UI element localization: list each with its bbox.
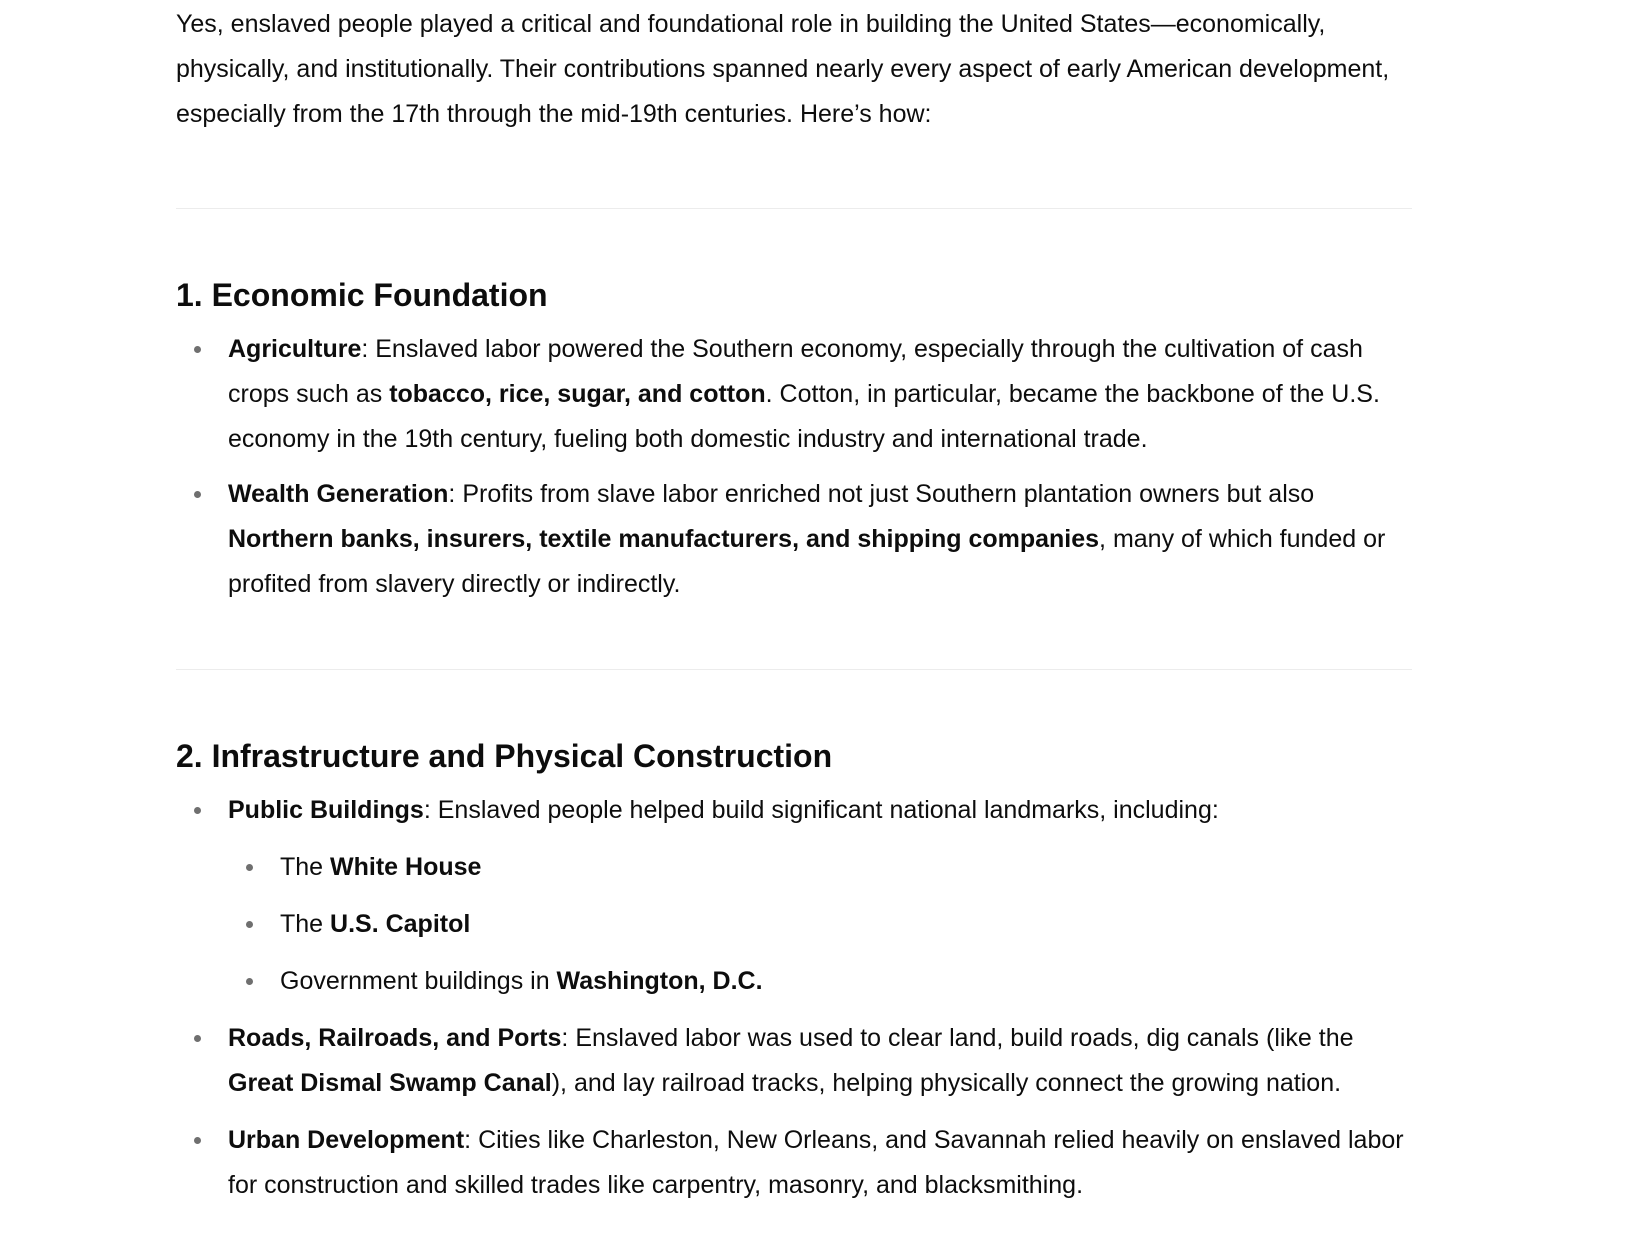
item-text: ), and lay railroad tracks, helping physically connect the growing nation.: [551, 1069, 1342, 1097]
item-label: Wealth Generation: [228, 480, 449, 508]
section-divider: [176, 208, 1412, 209]
item-bold-text: tobacco, rice, sugar, and cotton: [389, 380, 766, 408]
bullet-icon: [194, 1035, 201, 1042]
item-text: . Cotton, in particular, became the backbone of the U.S. economy in the 19th century, fueling both domestic industry and international trade.: [228, 380, 1380, 453]
item-text: : Enslaved labor powered the Southern economy, especially through the cultivation of cash crops such as: [228, 335, 1363, 408]
item-bold-text: Northern banks, insurers, textile manufacturers, and shipping companies: [228, 525, 1100, 553]
landmarks-sublist: [228, 845, 1412, 1004]
item-text: : Enslaved labor was used to clear land, build roads, dig canals (like the: [561, 1024, 1354, 1052]
sublist-item-government-buildings: [228, 959, 1412, 1004]
item-label: Urban Development: [228, 1126, 465, 1154]
bullet-icon: [246, 864, 253, 871]
intro-paragraph: Yes, enslaved people played a critical and foundational role in building the United States—economically, physically, and institutionally. Their contributions spanned nearly every aspect of early American development, especially from the 17th through the mid-19th centuries. Here’s how:: [176, 10, 1390, 128]
list-item-roads-railroads-ports: [176, 1016, 1412, 1106]
item-bold-text: Great Dismal Swamp Canal: [228, 1069, 552, 1097]
section-heading-infrastructure: 2. Infrastructure and Physical Construction: [176, 738, 833, 774]
bullet-icon: [194, 1137, 201, 1144]
list-item-agriculture: [176, 327, 1412, 462]
bullet-icon: [246, 978, 253, 985]
bullet-icon: [194, 807, 201, 814]
item-text: : Enslaved people helped build significant national landmarks, including:: [423, 796, 1219, 824]
item-text: The: [280, 910, 331, 938]
item-text: , many of which funded or profited from slavery directly or indirectly.: [228, 525, 1386, 598]
list-item-wealth-generation: [176, 472, 1412, 607]
item-bold-text: White House: [330, 853, 482, 881]
section-divider: [176, 669, 1412, 670]
list-item-urban-development: [176, 1118, 1412, 1208]
bullet-icon: [194, 491, 201, 498]
item-text: The: [280, 853, 331, 881]
item-label: Agriculture: [228, 335, 362, 363]
list-item-public-buildings: [176, 788, 1412, 1004]
item-label: Roads, Railroads, and Ports: [228, 1024, 562, 1052]
economic-list: [176, 327, 1412, 607]
item-text: : Cities like Charleston, New Orleans, and Savannah relied heavily on enslaved labor for construction and skilled trades like carpentry, masonry, and blacksmithing.: [228, 1126, 1404, 1199]
sublist-item-capitol: [228, 902, 1412, 947]
item-bold-text: Washington, D.C.: [556, 967, 763, 995]
section-heading-economic: 1. Economic Foundation: [176, 277, 548, 313]
sublist-item-white-house: [228, 845, 1412, 890]
response-content: [176, 0, 1412, 1208]
infrastructure-list: [176, 788, 1412, 1208]
item-text: Government buildings in: [280, 967, 557, 995]
item-bold-text: U.S. Capitol: [330, 910, 471, 938]
item-text: : Profits from slave labor enriched not just Southern plantation owners but also: [448, 480, 1315, 508]
bullet-icon: [246, 921, 253, 928]
bullet-icon: [194, 346, 201, 353]
item-label: Public Buildings: [228, 796, 424, 824]
